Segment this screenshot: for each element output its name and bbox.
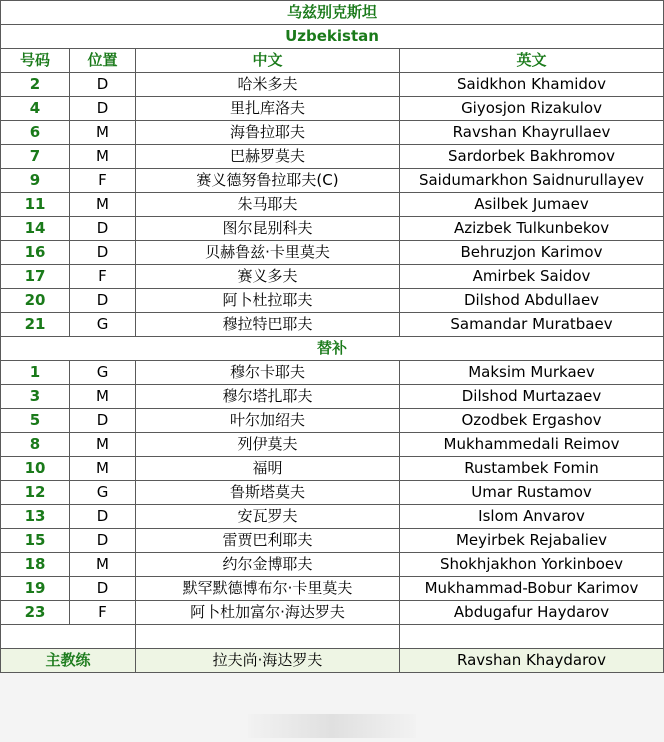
player-name-cn: 安瓦罗夫	[136, 505, 400, 529]
header-row	[1, 49, 664, 73]
player-name-en: Saidkhon Khamidov	[400, 73, 664, 97]
player-position: D	[70, 73, 136, 97]
player-number: 15	[1, 529, 70, 553]
player-name-en: Mukhammedali Reimov	[400, 433, 664, 457]
bottom-scroll-shadow	[248, 714, 416, 738]
empty-cell	[1, 625, 136, 649]
player-name-cn: 贝赫鲁兹·卡里莫夫	[136, 241, 400, 265]
player-name-cn: 图尔昆别科夫	[136, 217, 400, 241]
player-position: F	[70, 265, 136, 289]
player-name-cn: 哈米多夫	[136, 73, 400, 97]
player-name-cn: 朱马耶夫	[136, 193, 400, 217]
player-position: D	[70, 505, 136, 529]
table-row	[1, 169, 664, 193]
header-position: 位置	[70, 49, 136, 73]
table-row	[1, 577, 664, 601]
player-number: 9	[1, 169, 70, 193]
player-position: D	[70, 289, 136, 313]
player-position: M	[70, 121, 136, 145]
player-name-en: Ravshan Khayrullaev	[400, 121, 664, 145]
player-name-cn: 叶尔加绍夫	[136, 409, 400, 433]
table-row	[1, 241, 664, 265]
player-name-en: Abdugafur Haydarov	[400, 601, 664, 625]
table-row	[1, 265, 664, 289]
player-position: M	[70, 553, 136, 577]
player-name-en: Rustambek Fomin	[400, 457, 664, 481]
empty-row	[1, 625, 664, 649]
player-name-en: Giyosjon Rizakulov	[400, 97, 664, 121]
player-name-cn: 海鲁拉耶夫	[136, 121, 400, 145]
player-name-cn: 默罕默德博布尔·卡里莫夫	[136, 577, 400, 601]
subs-section-label: 替补	[1, 337, 664, 361]
player-position: M	[70, 433, 136, 457]
table-row	[1, 505, 664, 529]
player-name-en: Maksim Murkaev	[400, 361, 664, 385]
player-position: D	[70, 529, 136, 553]
player-name-cn: 穆拉特巴耶夫	[136, 313, 400, 337]
player-name-en: Saidumarkhon Saidnurullayev	[400, 169, 664, 193]
player-number: 18	[1, 553, 70, 577]
player-number: 23	[1, 601, 70, 625]
table-row	[1, 529, 664, 553]
team-title-cn: 乌兹别克斯坦	[1, 1, 664, 25]
table-row	[1, 73, 664, 97]
player-name-cn: 福明	[136, 457, 400, 481]
table-row	[1, 97, 664, 121]
player-position: G	[70, 361, 136, 385]
player-name-en: Asilbek Jumaev	[400, 193, 664, 217]
table-row	[1, 385, 664, 409]
player-number: 4	[1, 97, 70, 121]
player-name-cn: 约尔金博耶夫	[136, 553, 400, 577]
table-row	[1, 601, 664, 625]
player-name-en: Samandar Muratbaev	[400, 313, 664, 337]
player-name-cn: 赛义多夫	[136, 265, 400, 289]
player-position: M	[70, 385, 136, 409]
header-number: 号码	[1, 49, 70, 73]
player-name-en: Umar Rustamov	[400, 481, 664, 505]
player-position: F	[70, 169, 136, 193]
table-row	[1, 193, 664, 217]
player-position: D	[70, 577, 136, 601]
table-row	[1, 481, 664, 505]
coach-name-cn: 拉夫尚·海达罗夫	[136, 649, 400, 673]
player-number: 3	[1, 385, 70, 409]
table-row	[1, 553, 664, 577]
player-name-cn: 穆尔卡耶夫	[136, 361, 400, 385]
player-position: D	[70, 409, 136, 433]
player-number: 1	[1, 361, 70, 385]
player-name-cn: 阿卜杜加富尔·海达罗夫	[136, 601, 400, 625]
player-name-cn: 赛义德努鲁拉耶夫(C)	[136, 169, 400, 193]
table-row	[1, 217, 664, 241]
table-row	[1, 145, 664, 169]
player-name-en: Islom Anvarov	[400, 505, 664, 529]
player-name-en: Amirbek Saidov	[400, 265, 664, 289]
player-position: G	[70, 481, 136, 505]
player-number: 5	[1, 409, 70, 433]
player-number: 6	[1, 121, 70, 145]
player-position: D	[70, 241, 136, 265]
player-position: D	[70, 217, 136, 241]
subs-section-row	[1, 337, 664, 361]
player-name-en: Ozodbek Ergashov	[400, 409, 664, 433]
player-number: 8	[1, 433, 70, 457]
player-position: M	[70, 193, 136, 217]
title-row-cn	[1, 1, 664, 25]
coach-label: 主教练	[1, 649, 136, 673]
table-row	[1, 409, 664, 433]
player-name-cn: 里扎库洛夫	[136, 97, 400, 121]
player-position: F	[70, 601, 136, 625]
player-name-en: Mukhammad-Bobur Karimov	[400, 577, 664, 601]
player-name-cn: 穆尔塔扎耶夫	[136, 385, 400, 409]
player-number: 12	[1, 481, 70, 505]
player-name-en: Shokhjakhon Yorkinboev	[400, 553, 664, 577]
title-row-en	[1, 25, 664, 49]
player-position: D	[70, 97, 136, 121]
table-row	[1, 289, 664, 313]
player-number: 2	[1, 73, 70, 97]
player-name-cn: 巴赫罗莫夫	[136, 145, 400, 169]
player-number: 21	[1, 313, 70, 337]
player-position: M	[70, 145, 136, 169]
player-name-cn: 阿卜杜拉耶夫	[136, 289, 400, 313]
player-name-cn: 列伊莫夫	[136, 433, 400, 457]
table-row	[1, 361, 664, 385]
player-name-en: Behruzjon Karimov	[400, 241, 664, 265]
coach-row	[1, 649, 664, 673]
player-number: 17	[1, 265, 70, 289]
player-number: 14	[1, 217, 70, 241]
player-position: G	[70, 313, 136, 337]
player-number: 16	[1, 241, 70, 265]
player-number: 11	[1, 193, 70, 217]
coach-name-en: Ravshan Khaydarov	[400, 649, 664, 673]
player-number: 19	[1, 577, 70, 601]
header-english: 英文	[400, 49, 664, 73]
player-name-cn: 鲁斯塔莫夫	[136, 481, 400, 505]
player-number: 7	[1, 145, 70, 169]
empty-cell	[136, 625, 400, 649]
player-number: 20	[1, 289, 70, 313]
header-chinese: 中文	[136, 49, 400, 73]
player-name-en: Dilshod Abdullaev	[400, 289, 664, 313]
player-name-en: Sardorbek Bakhromov	[400, 145, 664, 169]
table-row	[1, 433, 664, 457]
team-title-en: Uzbekistan	[1, 25, 664, 49]
player-name-en: Dilshod Murtazaev	[400, 385, 664, 409]
table-row	[1, 313, 664, 337]
empty-cell	[400, 625, 664, 649]
player-position: M	[70, 457, 136, 481]
player-number: 10	[1, 457, 70, 481]
player-name-cn: 雷贾巴利耶夫	[136, 529, 400, 553]
player-number: 13	[1, 505, 70, 529]
table-row	[1, 457, 664, 481]
player-name-en: Meyirbek Rejabaliev	[400, 529, 664, 553]
table-row	[1, 121, 664, 145]
player-name-en: Azizbek Tulkunbekov	[400, 217, 664, 241]
